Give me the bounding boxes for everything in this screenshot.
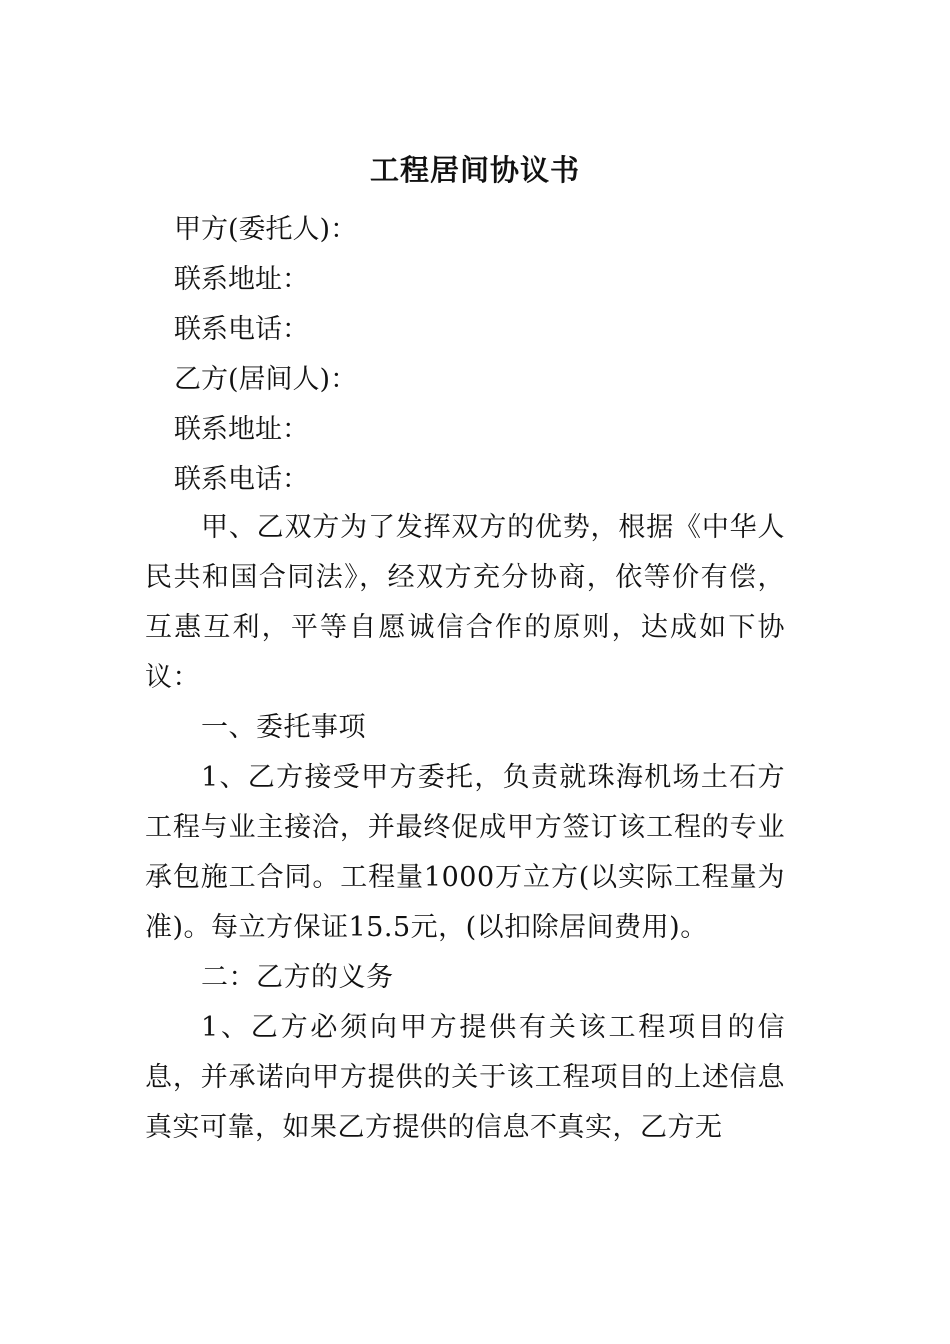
party-a-phone-label: 联系电话： xyxy=(174,314,309,345)
party-a-address-label: 联系地址： xyxy=(174,264,309,295)
document-body xyxy=(145,503,785,1153)
party-b-address-label: 联系地址： xyxy=(174,414,309,445)
party-info-block xyxy=(174,205,794,505)
document-title: 工程居间协议书 xyxy=(369,153,580,187)
party-b-phone-label: 联系电话： xyxy=(174,464,309,495)
party-b-label: 乙方(居间人)： xyxy=(174,364,358,395)
party-a-label: 甲方(委托人)： xyxy=(174,214,358,245)
section-heading-party-b-obligations: 二：乙方的义务 xyxy=(201,962,394,993)
clause-1-paragraph: 1、乙方接受甲方委托，负责就珠海机场土石方工程与业主接洽，并最终促成甲方签订该工程的专业承包施工合同。工程量1000万立方(以实际工程量为准)。每立方保证15.5元，(以扣除居间费用)。 xyxy=(145,762,785,943)
obligation-1-paragraph: 1、乙方必须向甲方提供有关该工程项目的信息，并承诺向甲方提供的关于该工程项目的上述信息真实可靠，如果乙方提供的信息不真实，乙方无 xyxy=(145,1012,785,1143)
preamble-paragraph: 甲、乙双方为了发挥双方的优势，根据《中华人民共和国合同法》，经双方充分协商，依等价有偿，互惠互利，平等自愿诚信合作的原则，达成如下协议： xyxy=(145,512,785,693)
section-heading-entrusted-matters: 一、委托事项 xyxy=(201,712,366,743)
